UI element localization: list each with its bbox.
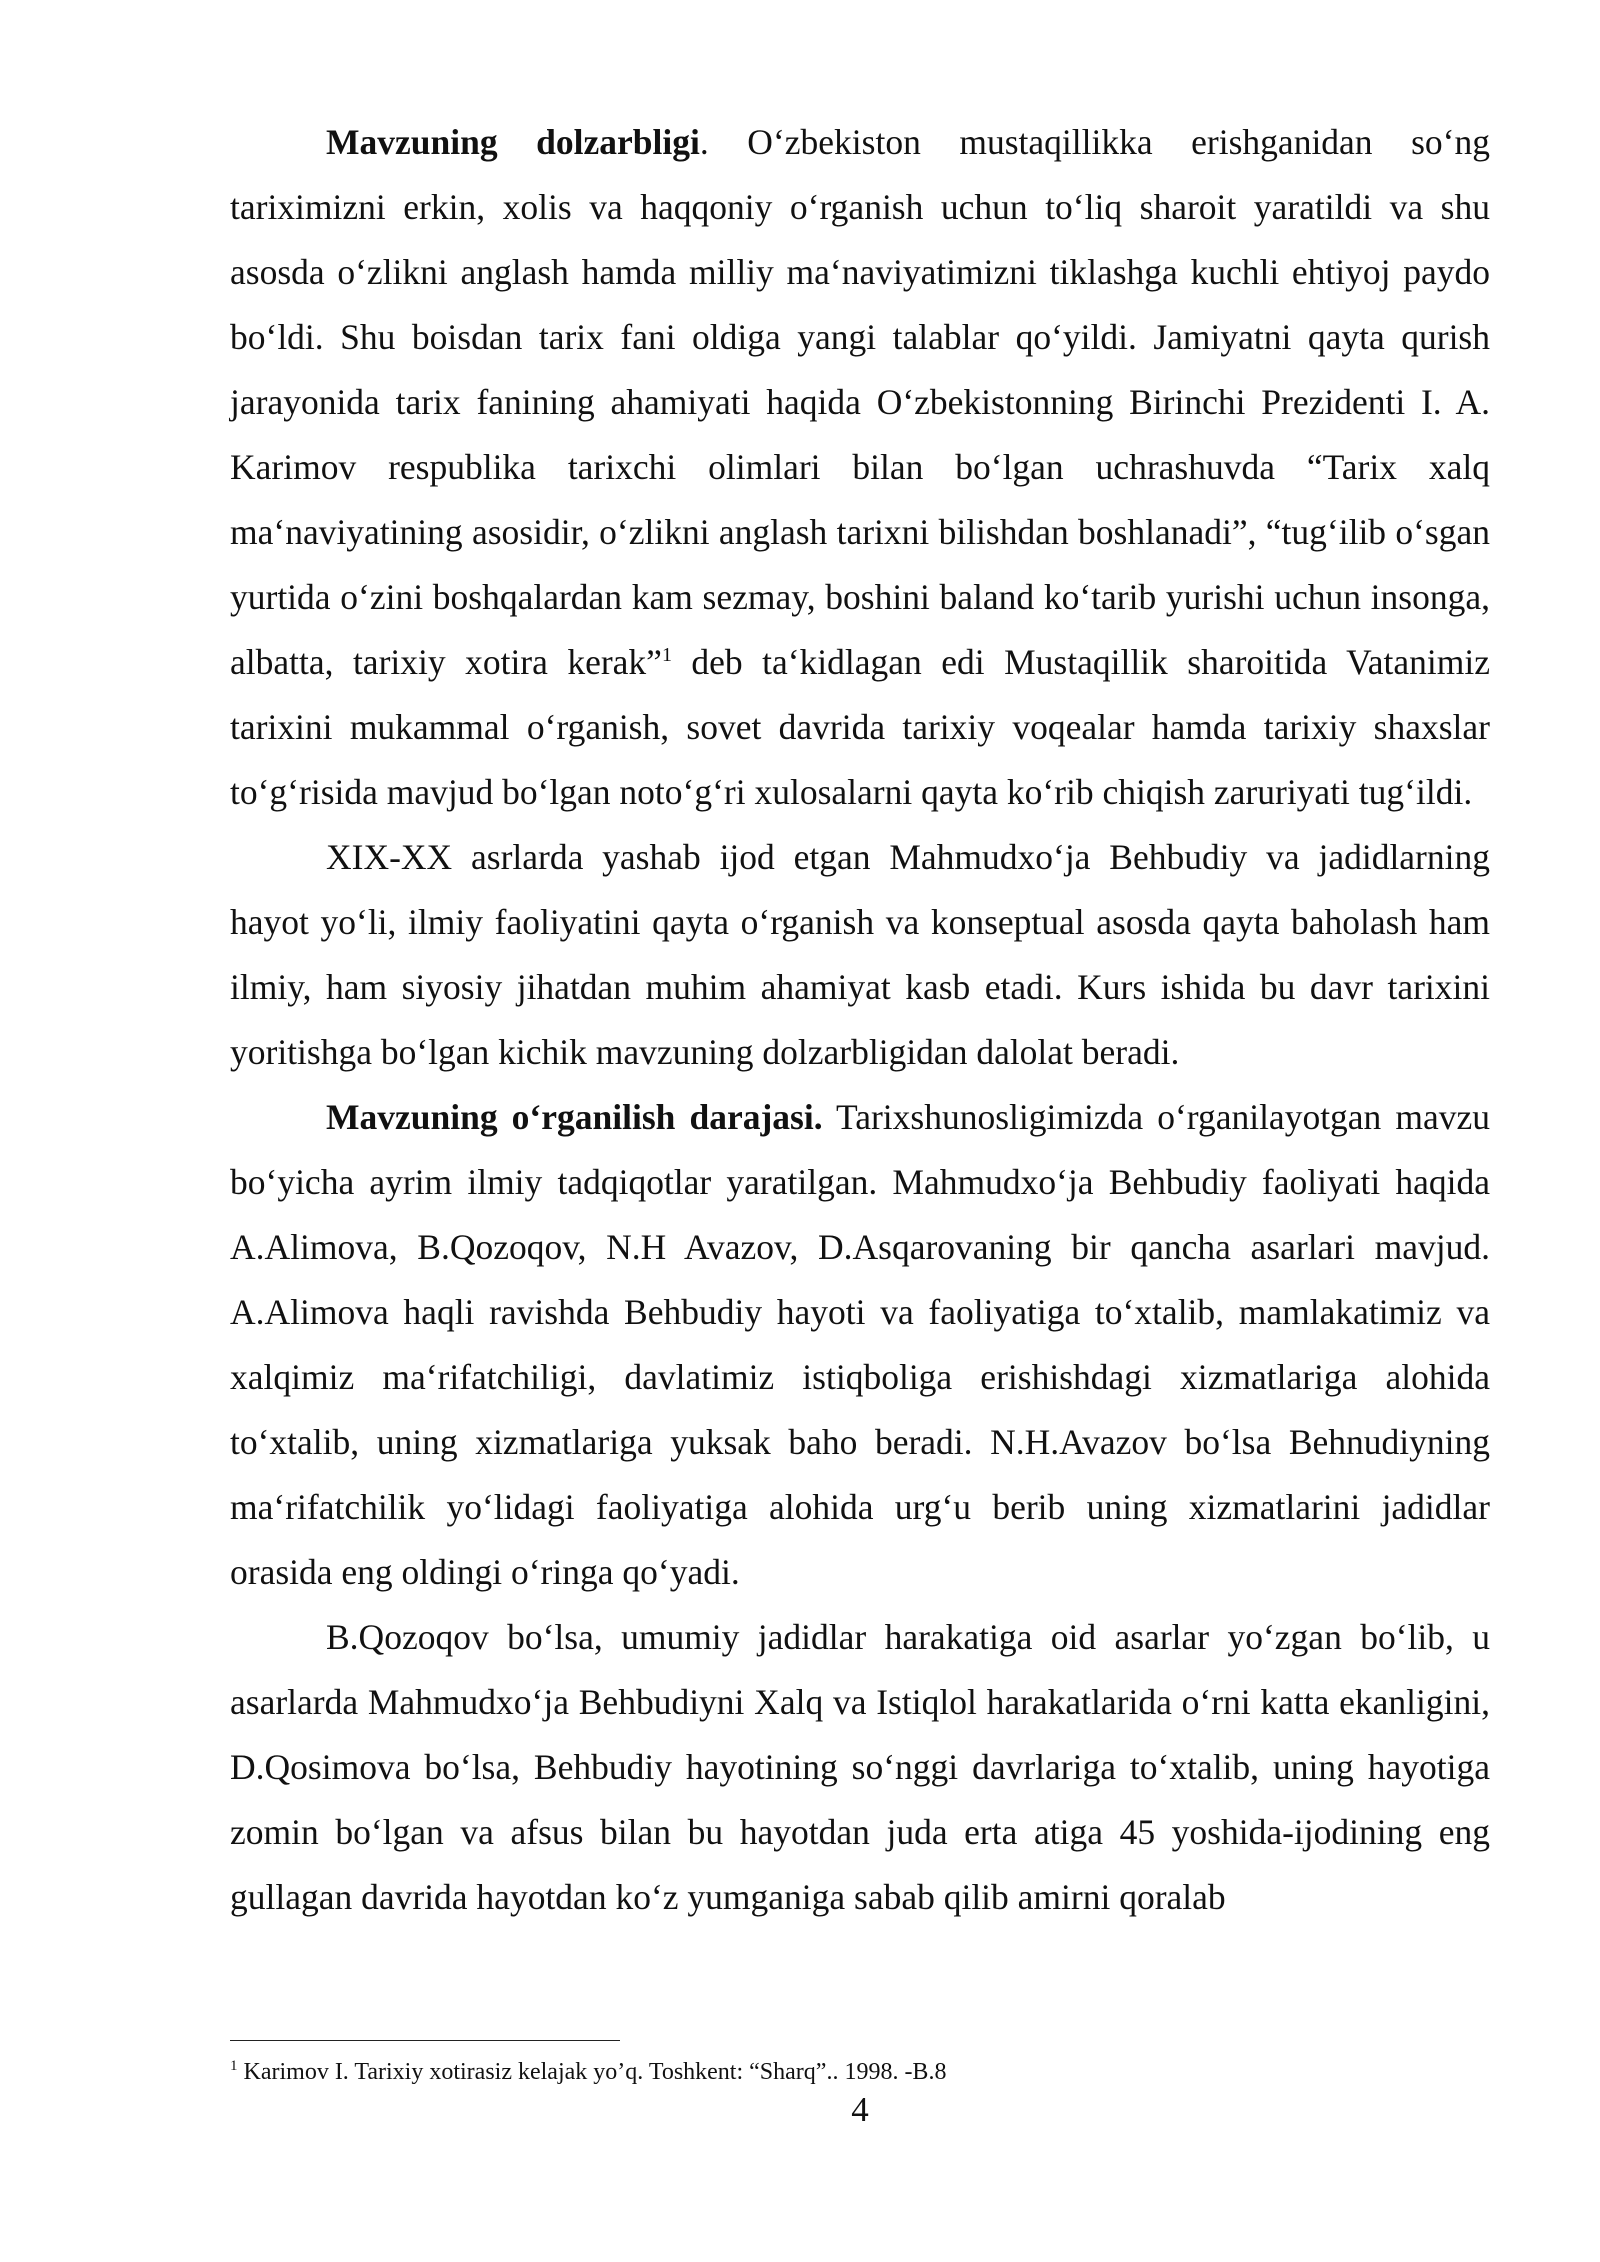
paragraph-jadids: XIX-XX asrlarda yashab ijod etgan Mahmudxo‘ja Behbudiy va jadidlarning hayot yo‘li, ilmiy faoliyatini qayta o‘rganish va konseptual asosda qayta baholash ham ilmiy, ham siyosiy jihatdan muhim ahamiyat kasb etadi. Kurs ishida bu davr tarixini yoritishga bo‘lgan kichik mavzuning dolzarbligidan dalolat beradi.	[230, 837, 1490, 1072]
paragraph-relevance-text-part1: O‘zbekiston mustaqillikka erishganidan so‘ng tariximizni erkin, xolis va haqqoniy o‘rganish uchun to‘liq sharoit yaratildi va shu asosda o‘zlikni anglash hamda milliy ma‘naviyatimizni tiklashga kuchli ehtiyoj paydo bo‘ldi. Shu boisdan tarix fani oldiga yangi talablar qo‘yildi. Jamiyatni qayta qurish jarayonida tarix fanining ahamiyati haqida O‘zbekistonning Birinchi Prezidenti I. A. Karimov respublika tarixchi olimlari bilan bo‘lgan uchrashuvda “Tarix xalq ma‘naviyatining asosidir, o‘zlikni anglash tarixni bilishdan boshlanadi”, “tug‘ilib o‘sgan yurtida o‘zini boshqalardan kam sezmay, boshini baland ko‘tarib yurishi uchun insonga, albatta, tarixiy xotira kerak”	[230, 122, 1491, 682]
footnote-number: 1	[230, 2058, 238, 2074]
heading-study-level: Mavzuning o‘rganilish darajasi.	[326, 1097, 823, 1137]
paragraph-relevance-text-part2: deb ta‘kidlagan edi Mustaqillik sharoitida Vatanimiz tarixini mukammal o‘rganish, sovet davrida tarixiy voqealar hamda tarixiy shaxslar to‘g‘risida mavjud bo‘lgan noto‘g‘ri xulosalarni qayta ko‘rib chiqish zaruriyati tug‘ildi.	[230, 642, 1490, 812]
paragraph-study-level	[230, 1085, 1490, 1605]
heading-relevance: Mavzuning dolzarbligi	[326, 122, 700, 162]
page-number: 4	[851, 2090, 869, 2129]
document-body	[230, 110, 1490, 1930]
footnote-reference: 1	[661, 644, 672, 667]
footnote-text: Karimov I. Tarixiy xotirasiz kelajak yo’q. Toshkent: “Sharq”.. 1998. -B.8	[237, 2059, 947, 2085]
paragraph-study-level-text: Tarixshunosligimizda o‘rganilayotgan mavzu bo‘yicha ayrim ilmiy tadqiqotlar yaratilgan. Mahmudxo‘ja Behbudiy faoliyati haqida A.Alimova, B.Qozoqov, N.H Avazov, D.Asqarovaning bir qancha asarlari mavjud. A.Alimova haqli ravishda Behbudiy hayoti va faoliyatiga to‘xtalib, mamlakatimiz va xalqimiz ma‘rifatchiligi, davlatimiz istiqboliga erishishdagi xizmatlariga alohida to‘xtalib, uning xizmatlariga yuksak baho beradi. N.H.Avazov bo‘lsa Behnudiyning ma‘rifatchilik yo‘lidagi faoliyatiga alohida urg‘u berib uning xizmatlarini jadidlar orasida eng oldingi o‘ringa qo‘yadi.	[230, 1097, 1491, 1592]
paragraph-qozoqov: B.Qozoqov bo‘lsa, umumiy jadidlar harakatiga oid asarlar yo‘zgan bo‘lib, u asarlarda Mahmudxo‘ja Behbudiyni Xalq va Istiqlol harakatlarida o‘rni katta ekanligini, D.Qosimova bo‘lsa, Behbudiy hayotining so‘nggi davrlariga to‘xtalib, uning hayotiga zomin bo‘lgan va afsus bilan bu hayotdan juda erta atiga 45 yoshida-ijodining eng gullagan davrida hayotdan ko‘z yumganiga sabab qilib amirni qoralab	[230, 1617, 1490, 1917]
paragraph-relevance	[230, 110, 1490, 825]
heading-relevance-period: .	[699, 122, 709, 162]
footnote	[230, 2057, 946, 2087]
footnote-separator	[230, 2040, 620, 2041]
